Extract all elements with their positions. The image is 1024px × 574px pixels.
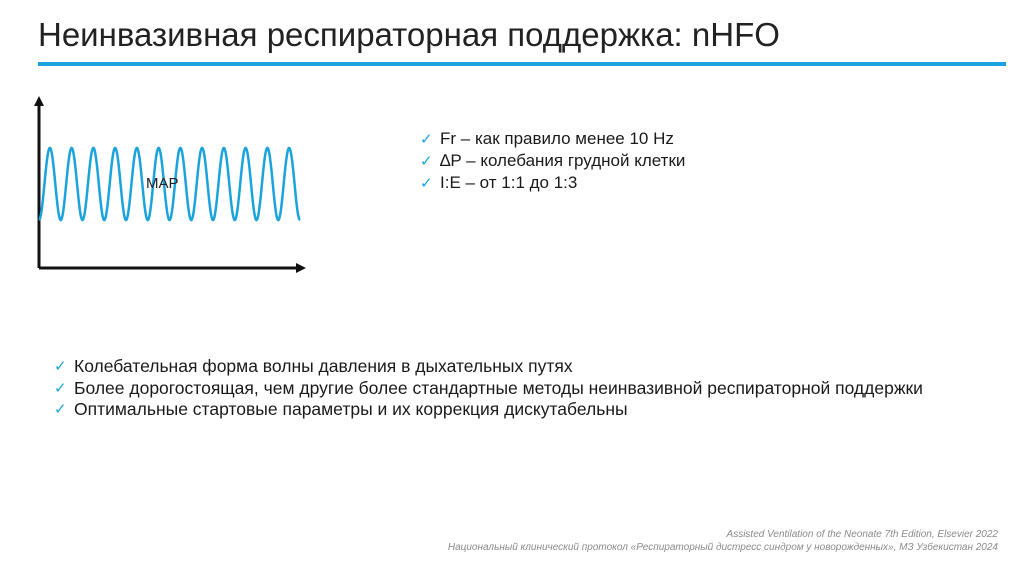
list-item-text: ∆P – колебания грудной клетки bbox=[440, 151, 686, 170]
list-item bbox=[54, 356, 1014, 378]
list-item bbox=[420, 128, 840, 150]
check-icon: ✓ bbox=[420, 174, 433, 192]
check-icon: ✓ bbox=[420, 130, 433, 148]
title-underline bbox=[38, 62, 1006, 66]
check-icon: ✓ bbox=[54, 378, 67, 397]
list-item-text: Более дорогостоящая, чем другие более стандартные методы неинвазивной респираторной поддержки bbox=[74, 377, 923, 398]
x-axis-arrow-icon bbox=[296, 263, 306, 273]
check-icon: ✓ bbox=[420, 152, 433, 170]
reference-line: Национальный клинический протокол «Респираторный дистресс синдром у новорожденных», МЗ Узбекистан 2024 bbox=[447, 541, 998, 553]
references bbox=[448, 529, 998, 554]
features-list bbox=[54, 356, 1014, 421]
check-icon: ✓ bbox=[54, 400, 67, 418]
reference-line: Assisted Ventilation of the Neonate 7th Edition, Elsevier 2022 bbox=[726, 529, 998, 540]
slide-title: Неинвазивная респираторная поддержка: nHFO bbox=[38, 16, 780, 53]
list-item bbox=[420, 172, 840, 194]
map-label: MAP bbox=[146, 175, 179, 192]
list-item bbox=[54, 399, 1014, 421]
y-axis-arrow-icon bbox=[34, 96, 44, 106]
list-item bbox=[54, 378, 1014, 400]
list-item-text: Оптимальные стартовые параметры и их коррекция дискутабельны bbox=[74, 399, 628, 419]
list-item-text: Колебательная форма волны давления в дыхательных путях bbox=[74, 356, 573, 376]
check-icon: ✓ bbox=[54, 357, 67, 375]
parameters-list bbox=[420, 128, 840, 194]
list-item-text: Fr – как правило менее 10 Hz bbox=[440, 129, 674, 148]
list-item bbox=[420, 150, 840, 172]
list-item-text: I:E – от 1:1 до 1:3 bbox=[440, 173, 578, 192]
